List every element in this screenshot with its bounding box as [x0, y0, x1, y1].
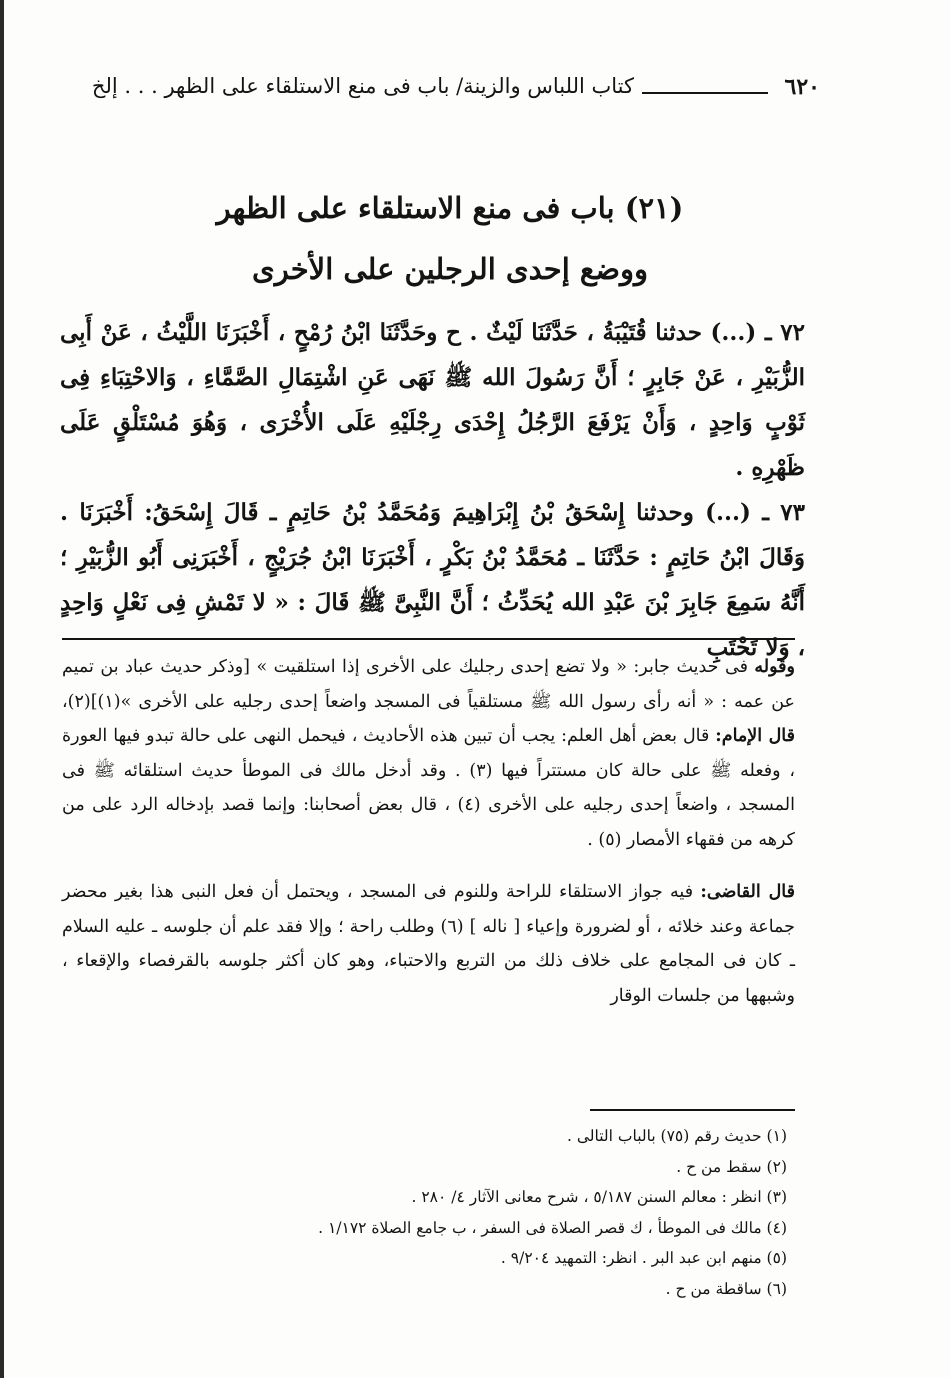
- commentary: [62, 650, 795, 1013]
- commentary-separator: [62, 638, 795, 640]
- commentary-lead: وقوله: [754, 657, 795, 677]
- page-binding-edge: [0, 0, 4, 1378]
- commentary-lead-qadi: قال القاضى:: [700, 882, 795, 902]
- hadith-72: ٧٢ ـ (...) حدثنا قُتَيْبَةُ ، حَدَّثَنَا لَيْثٌ . ح وحَدَّثَنَا ابْنُ رُمْحٍ ، أَخْبَرَنَا اللَّيْثُ ، عَنْ أَبِى الزُّبَيْرِ ، عَنْ جَابِرٍ ؛ أَنَّ رَسُولَ الله ﷺ نَهَى عَنِ اشْتِمَالِ الصَّمَّاءِ ، وَالاحْتِبَاءِ فِى ثَوْبٍ وَاحِدٍ ، وَأَنْ يَرْفَعَ الرَّجُلُ إِحْدَى رِجْلَيْهِ عَلَى الأُخْرَى ، وَهُوَ مُسْتَلْقٍ عَلَى ظَهْرِهِ .: [60, 319, 805, 481]
- commentary-paragraph: [62, 650, 795, 857]
- running-title: كتاب اللباس والزينة/ باب فى منع الاستلقاء على الظهر . . . إلخ: [91, 74, 634, 98]
- footnotes: [62, 1121, 787, 1304]
- page-number: ٦٢٠: [784, 74, 820, 100]
- commentary-text: فى حديث جابر: « ولا تضع إحدى رجليك على الأخرى إذا استلقيت » [وذكر حديث عباد بن تميم عن عمه : « أنه رأى رسول الله ﷺ مستلقياً فى المسجد واضعاً إحدى رجليه على الأخرى »(١)](٢)،: [62, 657, 795, 712]
- footnote: (٦) ساقطة من ح .: [665, 1279, 787, 1298]
- footnote-rule: [590, 1109, 795, 1111]
- hadith-73: ٧٣ ـ (...) وحدثنا إِسْحَقُ بْنُ إِبْرَاهِيمَ وَمُحَمَّدُ بْنُ حَاتِمٍ ـ قَالَ إِسْحَقُ: أَخْبَرَنَا . وَقَالَ ابْنُ حَاتِمٍ : حَدَّثَنَا ـ مُحَمَّدُ بْنُ بَكْرٍ ، أَخْبَرَنَا ابْنُ جُرَيْجٍ ، أَخْبَرَنِى أَبُو الزُّبَيْرِ ؛ أَنَّهُ سَمِعَ جَابِرَ بْنَ عَبْدِ الله يُحَدِّثُ ؛ أَنَّ النَّبِىَّ ﷺ قَالَ : « لا تَمْشِ فِى نَعْلٍ وَاحِدٍ ، وَلا تَحْتَبِ: [60, 499, 805, 661]
- hadith-text: [60, 310, 805, 670]
- commentary-text: قال بعض أهل العلم: يجب أن تبين هذه الأحاديث ، فيحمل النهى على حالة تبدو فيها العورة ، وفعله ﷺ على حالة كان مستتراً فيها (٣) . وقد أدخل مالك فى الموطأ حديث استلقائه ﷺ فى المسجد ، واضعاً إحدى رجليه على الأخرى (٤) ، قال بعض أصحابنا: وإنما قصد بإدخاله الرد على من كرهه من فقهاء الأمصار (٥) .: [62, 726, 795, 850]
- footnote: (٣) انظر : معالم السنن ٥/١٨٧ ، شرح معانى الآثار ٤/ ٢٨٠ .: [411, 1188, 787, 1206]
- commentary-lead-imam: قال الإمام:: [715, 726, 795, 746]
- footnote: (٤) مالك فى الموطأ ، ك قصر الصلاة فى السفر ، ب جامع الصلاة ١/١٧٢ .: [318, 1218, 787, 1237]
- page-header: [60, 70, 820, 110]
- footnote: (٥) منهم ابن عبد البر . انظر: التمهيد ٩/٢٠٤ .: [500, 1249, 787, 1267]
- chapter-subtitle: ووضع إحدى الرجلين على الأخرى: [252, 252, 648, 286]
- chapter-title: (٢١) باب فى منع الاستلقاء على الظهر: [216, 191, 684, 225]
- footnote: (٢) سقط من ح .: [676, 1157, 787, 1176]
- commentary-text: فيه جواز الاستلقاء للراحة وللنوم فى المسجد ، ويحتمل أن فعل النبى هذا بغير محضر جماعة وعند خلائه ، أو لضرورة وإعياء [ ناله ] (٦) وطلب راحة ؛ وإلا فقد علم أن جلوسه ـ عليه السلام ـ كان فى المجامع على خلاف ذلك من التربع والاحتباء، وهو كان أكثر جلوسه بالقرفصاء والإقعاء ، وشبهها من جلسات الوقار: [62, 882, 795, 1006]
- commentary-paragraph: [62, 875, 795, 1013]
- header-rule: [642, 92, 768, 94]
- footnote: (١) حديث رقم (٧٥) بالباب التالى .: [567, 1127, 787, 1145]
